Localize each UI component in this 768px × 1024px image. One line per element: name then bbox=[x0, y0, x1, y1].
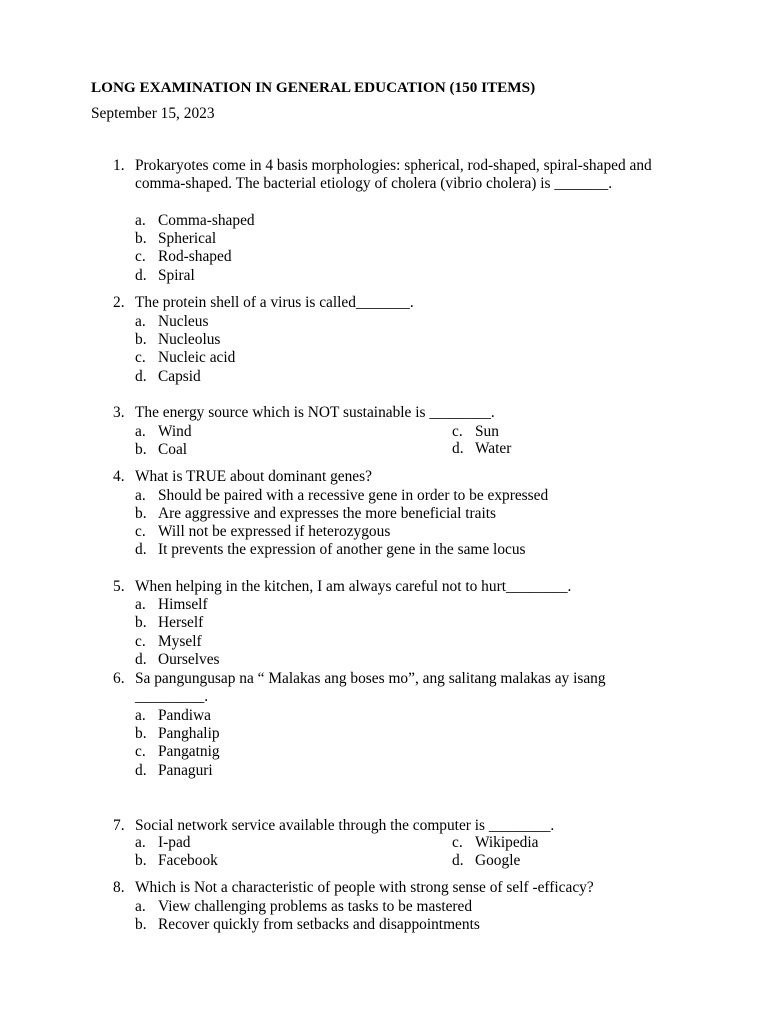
question-3 bbox=[0, 404, 768, 422]
question-6 bbox=[0, 670, 768, 707]
option-text: Pangatnig bbox=[158, 743, 220, 760]
question-text: Which is Not a characteristic of people with strong sense of self -efficacy? bbox=[135, 879, 594, 896]
option-text: Should be paired with a recessive gene in order to be expressed bbox=[158, 487, 549, 504]
option-letter: b. bbox=[135, 331, 147, 348]
option-letter: b. bbox=[135, 441, 147, 458]
option-letter: c. bbox=[135, 349, 146, 366]
question-1 bbox=[0, 157, 768, 194]
question-number: 4. bbox=[113, 468, 125, 485]
option-letter: a. bbox=[135, 212, 146, 229]
option-text: Nucleus bbox=[158, 313, 209, 330]
option-letter: a. bbox=[135, 834, 146, 851]
question-5 bbox=[0, 578, 768, 596]
question-7 bbox=[0, 817, 768, 835]
option-text: Herself bbox=[158, 614, 204, 631]
option-letter: a. bbox=[135, 423, 146, 440]
option-letter: c. bbox=[135, 633, 146, 650]
option-text: Nucleic acid bbox=[158, 349, 236, 366]
question-number: 3. bbox=[113, 404, 125, 421]
option-letter: d. bbox=[452, 852, 464, 869]
option-text: Recover quickly from setbacks and disappointments bbox=[158, 916, 480, 933]
option-letter: b. bbox=[135, 230, 147, 247]
option-text: Nucleolus bbox=[158, 331, 221, 348]
option-letter: c. bbox=[135, 743, 146, 760]
question-text: Social network service available through the computer is ________. bbox=[135, 817, 555, 834]
option-text: Rod-shaped bbox=[158, 248, 232, 265]
question-text: When helping in the kitchen, I am always careful not to hurt________. bbox=[135, 578, 572, 595]
option-letter: c. bbox=[452, 834, 463, 851]
option-text: Himself bbox=[158, 596, 208, 613]
option-letter: a. bbox=[135, 487, 146, 504]
question-4 bbox=[0, 468, 768, 486]
option-letter: b. bbox=[135, 725, 147, 742]
option-letter: d. bbox=[135, 368, 147, 385]
question-2 bbox=[0, 294, 768, 312]
question-text: The protein shell of a virus is called_______. bbox=[135, 294, 414, 311]
option-text: Coal bbox=[158, 441, 188, 458]
question-number: 6. bbox=[113, 670, 125, 687]
option-text: Pandiwa bbox=[158, 707, 212, 724]
option-letter: a. bbox=[135, 313, 146, 330]
exam-title: LONG EXAMINATION IN GENERAL EDUCATION (150 ITEMS) bbox=[91, 79, 536, 96]
option-letter: d. bbox=[135, 541, 147, 558]
option-text: It prevents the expression of another gene in the same locus bbox=[158, 541, 526, 558]
option-text: Wind bbox=[158, 423, 192, 440]
option-text: Panaguri bbox=[158, 762, 213, 779]
option-text: Panghalip bbox=[158, 725, 220, 742]
option-text: View challenging problems as tasks to be mastered bbox=[158, 898, 473, 915]
option-text: Spherical bbox=[158, 230, 217, 247]
option-letter: b. bbox=[135, 852, 147, 869]
exam-date: September 15, 2023 bbox=[91, 105, 215, 122]
question-number: 7. bbox=[113, 817, 125, 834]
option-text: Comma-shaped bbox=[158, 212, 255, 229]
option-text: Capsid bbox=[158, 368, 201, 385]
option-letter: d. bbox=[135, 762, 147, 779]
question-text: Prokaryotes come in 4 basis morphologies: spherical, rod-shaped, spiral-shaped and comma-shaped. The bacterial etiology of cholera (vibrio cholera) is _______. bbox=[135, 157, 652, 193]
question-8 bbox=[0, 879, 768, 897]
option-text: Sun bbox=[475, 423, 499, 440]
option-letter: b. bbox=[135, 505, 147, 522]
option-text: Will not be expressed if heterozygous bbox=[158, 523, 391, 540]
option-text: Spiral bbox=[158, 267, 195, 284]
option-text: Ourselves bbox=[158, 651, 220, 668]
option-letter: c. bbox=[135, 248, 146, 265]
option-letter: b. bbox=[135, 916, 147, 933]
option-text: Google bbox=[475, 852, 521, 869]
question-number: 5. bbox=[113, 578, 125, 595]
option-text: Water bbox=[475, 440, 512, 457]
question-number: 1. bbox=[113, 157, 125, 174]
option-text: Are aggressive and expresses the more beneficial traits bbox=[158, 505, 497, 522]
option-text: Myself bbox=[158, 633, 202, 650]
option-text: Wikipedia bbox=[475, 834, 539, 851]
question-text: Sa pangungusap na “ Malakas ang boses mo”, ang salitang malakas ay isang _________. bbox=[135, 670, 606, 706]
question-text: The energy source which is NOT sustainable is ________. bbox=[135, 404, 495, 421]
option-letter: b. bbox=[135, 614, 147, 631]
question-text: What is TRUE about dominant genes? bbox=[135, 468, 372, 485]
option-letter: a. bbox=[135, 898, 146, 915]
option-letter: d. bbox=[135, 267, 147, 284]
option-letter: a. bbox=[135, 707, 146, 724]
option-letter: a. bbox=[135, 596, 146, 613]
option-text: I-pad bbox=[158, 834, 191, 851]
option-letter: c. bbox=[135, 523, 146, 540]
option-letter: d. bbox=[452, 440, 464, 457]
option-letter: d. bbox=[135, 651, 147, 668]
option-letter: c. bbox=[452, 423, 463, 440]
question-number: 2. bbox=[113, 294, 125, 311]
question-number: 8. bbox=[113, 879, 125, 896]
option-text: Facebook bbox=[158, 852, 218, 869]
